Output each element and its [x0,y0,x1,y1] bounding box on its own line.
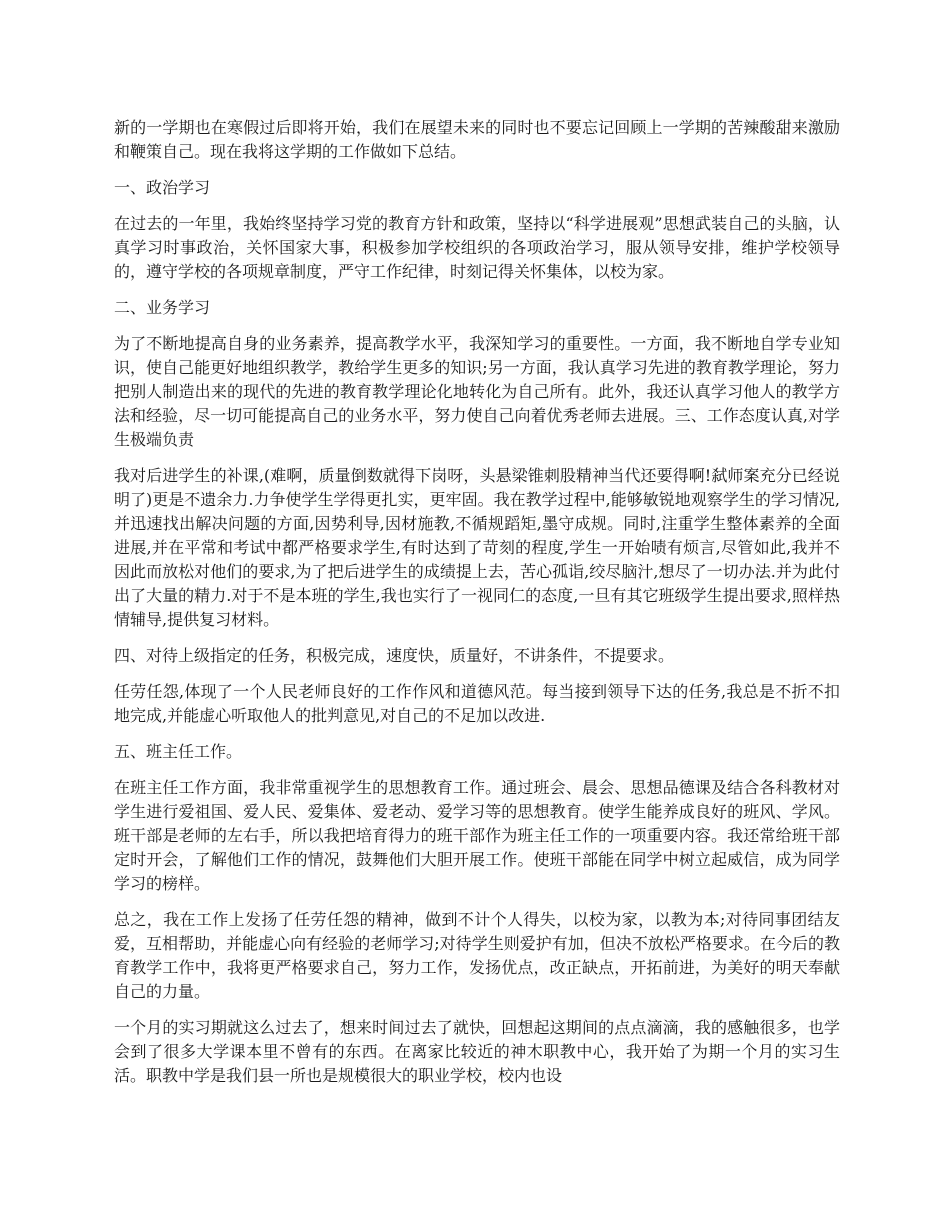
summary-paragraph: 总之，我在工作上发扬了任劳任怨的精神，做到不计个人得失，以校为家，以教为本;对待同事团结友爱，互相帮助，并能虚心向有经验的老师学习;对待学生则爱护有加，但决不放松严格要求。在今后的教育教学工作中，我将更严格要求自己，努力工作，发扬优点，改正缺点，开拓前进，为美好的明天奉献自己的力量。 [114,910,840,1001]
political-study-paragraph: 在过去的一年里，我始终坚持学习党的教育方针和政策，坚持以“科学进展观”思想武装自己的头脑，认真学习时事政治，关怀国家大事，积极参加学校组织的各项政治学习，服从领导安排，维护学校领导的，遵守学校的各项规章制度，严守工作纪律，时刻记得关怀集体，以校为家。 [114,214,840,281]
class-teacher-paragraph: 在班主任工作方面，我非常重视学生的思想教育工作。通过班会、晨会、思想品德课及结合各科教材对学生进行爱祖国、爱人民、爱集体、爱老动、爱学习等的思想教育。使学生能养成良好的班风、学风。班干部是老师的左右手，所以我把培育得力的班干部作为班主任工作的一项重要内容。我还常给班干部定时开会，了解他们工作的情况，鼓舞他们大胆开展工作。使班干部能在同学中树立起威信，成为同学学习的榜样。 [114,778,840,893]
professional-study-paragraph: 为了不断地提高自身的业务素养，提高教学水平，我深知学习的重要性。一方面，我不断地自学专业知识，使自己能更好地组织教学，教给学生更多的知识;另一方面，我认真学习先进的教育教学理论，努力把别人制造出来的现代的先进的教育教学理论化地转化为自己所有。此外，我还认真学习他人的教学方法和经验，尽一切可能提高自己的业务水平，努力使自己向着优秀老师去进展。三、工作态度认真,对学生极端负责 [114,334,840,449]
section-heading-assigned-tasks: 四、对待上级指定的任务，积极完成，速度快，质量好，不讲条件，不提要求。 [114,646,675,665]
document-body [114,116,840,1100]
section-heading-political-study: 一、政治学习 [114,178,211,197]
internship-paragraph: 一个月的实习期就这么过去了，想来时间过去了就快，回想起这期间的点点滴滴，我的感触很多，也学会到了很多大学课本里不曾有的东西。在离家比较近的神木职教中心，我开始了为期一个月的实习生活。职教中学是我们县一所也是规模很大的职业学校，校内也设 [114,1018,840,1085]
intro-paragraph: 新的一学期也在寒假过后即将开始，我们在展望未来的同时也不要忘记回顾上一学期的苦辣酸甜来激励和鞭策自己。现在我将这学期的工作做如下总结。 [114,118,840,161]
section-heading-class-teacher: 五、班主任工作。 [114,742,243,761]
section-heading-professional-study: 二、业务学习 [114,298,211,317]
remedial-teaching-paragraph: 我对后进学生的补课,(难啊，质量倒数就得下岗呀，头悬梁锥刺股精神当代还要得啊!弑师案充分已经说明了)更是不遗余力.力争使学生学得更扎实，更牢固。我在教学过程中,能够敏锐地观察学生的学习情况,并迅速找出解决问题的方面,因势利导,因材施教,不循规蹈矩,墨守成规。同时,注重学生整体素养的全面进展,并在平常和考试中都严格要求学生,有时达到了苛刻的程度,学生一开始啧有烦言,尽管如此,我并不因此而放松对他们的要求,为了把后进学生的成绩提上去，苦心孤诣,绞尽脑汁,想尽了一切办法.并为此付出了大量的精力.对于不是本班的学生,我也实行了一视同仁的态度,一旦有其它班级学生提出要求,照样热情辅导,提供复习材料。 [114,466,840,629]
assigned-tasks-paragraph: 任劳任怨,体现了一个人民老师良好的工作作风和道德风范。每当接到领导下达的任务,我总是不折不扣地完成,并能虚心听取他人的批判意见,对自己的不足加以改进. [114,682,840,725]
